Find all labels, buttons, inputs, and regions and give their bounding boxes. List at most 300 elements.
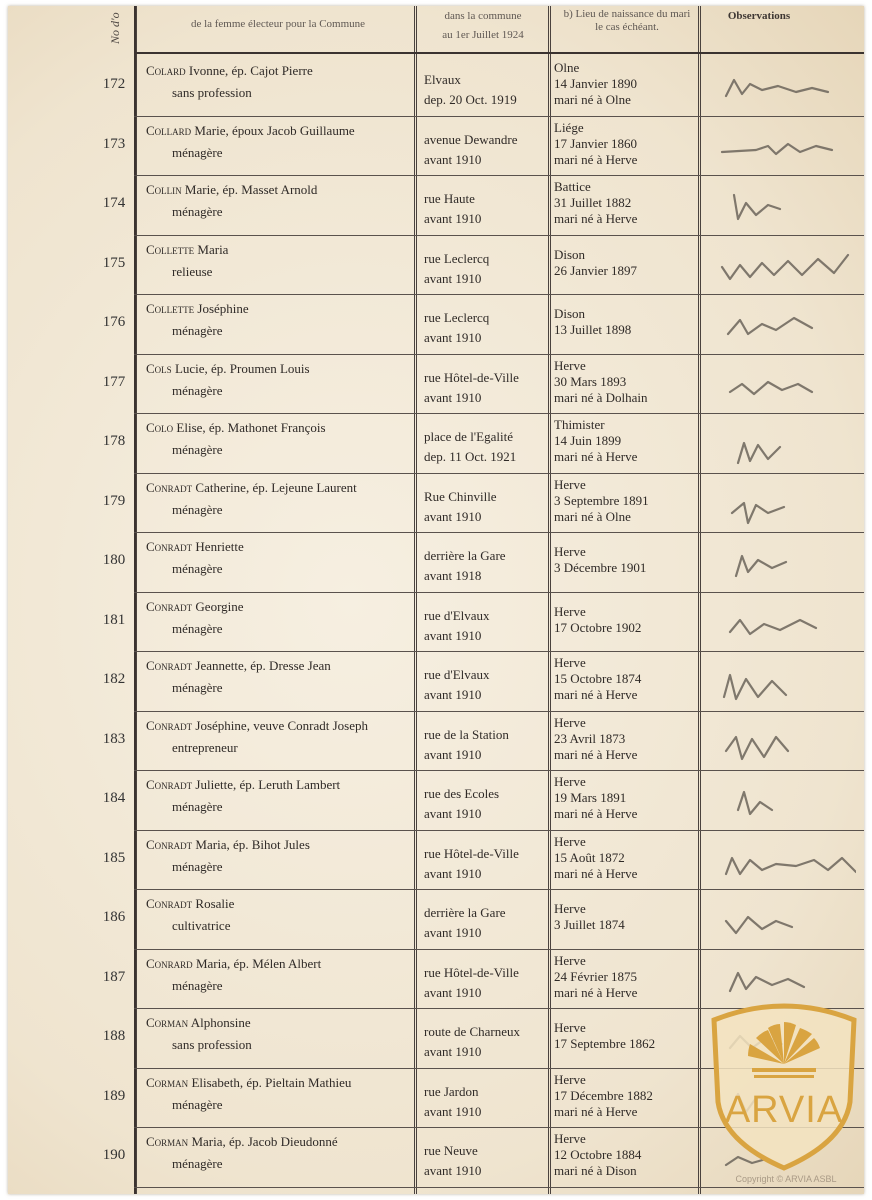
address-street: derrière la Gare	[424, 548, 506, 563]
birth-date: 3 Décembre 1901	[554, 560, 647, 575]
elector-given-names: Henriette	[192, 539, 244, 554]
elector-name	[146, 480, 426, 496]
elector-surname: Conradt	[146, 598, 193, 614]
signature	[716, 66, 856, 110]
elector-surname: Conradt	[146, 539, 193, 554]
row-rule	[134, 413, 864, 414]
elector-occupation: ménagère	[172, 382, 223, 398]
header-address-line1: dans la commune	[444, 10, 522, 22]
table-row	[8, 58, 864, 118]
table-row	[8, 594, 864, 654]
elector-name	[146, 1134, 426, 1150]
birth-date: 30 Mars 1893	[554, 373, 627, 389]
birth-date: 17 Septembre 1862	[554, 1036, 656, 1051]
birth-cell	[554, 1020, 702, 1052]
header-number: No d'o	[108, 12, 122, 44]
elector-occupation: entrepreneur	[172, 739, 238, 755]
birth-date: 23 Avril 1873	[554, 730, 626, 746]
table-row	[8, 713, 864, 773]
elector-surname: Colard	[146, 63, 186, 78]
entry-number: 179	[102, 492, 126, 509]
elector-surname: Conradt	[146, 777, 193, 792]
birth-date: 3 Septembre 1891	[554, 492, 649, 508]
address-cell	[424, 308, 550, 348]
elector-occupation: ménagère	[172, 204, 223, 219]
elector-name-cell	[146, 896, 426, 934]
address-street: rue Hôtel-de-Ville	[424, 964, 519, 980]
table-row	[8, 832, 864, 892]
elector-occupation: ménagère	[172, 858, 223, 874]
birth-date: 15 Août 1872	[554, 849, 625, 865]
entry-number: 187	[102, 968, 126, 985]
elector-given-names: Lucie, ép. Proumen Louis	[171, 360, 310, 376]
elector-given-names: Juliette, ép. Leruth Lambert	[192, 777, 341, 792]
address-street: Rue Chinville	[424, 488, 497, 504]
table-row	[8, 296, 864, 356]
address-cell	[424, 1082, 550, 1122]
signature	[716, 899, 856, 943]
elector-name	[146, 63, 426, 79]
address-since: avant 1910	[424, 984, 482, 1000]
birth-place: Herve	[554, 714, 586, 730]
address-cell	[424, 1141, 550, 1181]
header-observations: Observations	[727, 10, 791, 22]
signature	[716, 602, 856, 646]
elector-name-cell	[146, 1134, 426, 1172]
header-birth-line1: b) Lieu de naissance du mari	[563, 8, 691, 20]
address-street: rue Neuve	[424, 1143, 478, 1158]
signature	[716, 185, 856, 229]
elector-surname: Collette	[146, 241, 195, 257]
elector-surname: Colo	[146, 420, 174, 435]
address-since: avant 1910	[424, 806, 482, 821]
elector-given-names: Maria, ép. Mélen Albert	[192, 955, 322, 971]
signature	[716, 126, 856, 170]
address-cell	[424, 130, 550, 170]
elector-name-cell	[146, 599, 426, 637]
birth-date: 14 Juin 1899	[554, 433, 622, 448]
elector-name	[146, 896, 426, 912]
elector-name-cell	[146, 837, 426, 875]
address-cell	[424, 665, 550, 705]
address-since: avant 1910	[424, 746, 482, 762]
address-street: rue Leclercq	[424, 310, 490, 325]
elector-given-names: Ivonne, ép. Cajot Pierre	[185, 63, 313, 78]
birth-place: Herve	[554, 1020, 586, 1035]
table-row	[8, 356, 864, 416]
elector-occupation: ménagère	[172, 501, 223, 517]
elector-surname: Collette	[146, 301, 195, 316]
elector-name-cell	[146, 539, 426, 577]
row-rule	[134, 175, 864, 176]
row-rule	[134, 473, 864, 474]
entry-number: 178	[102, 433, 126, 449]
address-street: rue d'Elvaux	[424, 607, 490, 623]
elector-name-cell	[146, 242, 426, 280]
address-cell	[424, 963, 550, 1003]
signature	[716, 780, 856, 824]
address-street: rue des Ecoles	[424, 786, 500, 801]
birth-place: Dison	[554, 306, 586, 321]
elector-name-cell	[146, 480, 426, 518]
elector-name-cell	[146, 123, 426, 161]
husband-birthplace: mari né à Dison	[554, 1163, 637, 1178]
header-birth-line2: le cas échéant.	[595, 21, 659, 33]
elector-surname: Corman	[146, 1074, 189, 1090]
table-row	[8, 237, 864, 297]
entry-number: 175	[102, 254, 126, 271]
elector-surname: Corman	[146, 1015, 189, 1030]
elector-name-cell	[146, 658, 426, 696]
address-street: route de Charneux	[424, 1024, 521, 1039]
row-rule	[134, 651, 864, 652]
birth-place: Thimister	[554, 417, 605, 432]
header-address	[418, 10, 548, 42]
elector-given-names: Georgine	[192, 598, 244, 614]
row-rule	[134, 949, 864, 950]
elector-name	[146, 301, 426, 317]
elector-name-cell	[146, 718, 426, 756]
elector-name	[146, 658, 426, 674]
birth-cell	[554, 1131, 702, 1179]
signature	[716, 840, 856, 884]
elector-given-names: Maria, ép. Jacob Dieudonné	[188, 1134, 338, 1149]
elector-occupation: ménagère	[172, 561, 223, 576]
birth-date: 13 Juillet 1898	[554, 322, 632, 337]
husband-birthplace: mari né à Dolhain	[554, 389, 648, 405]
birth-cell	[554, 60, 702, 108]
address-cell	[424, 725, 550, 765]
address-cell	[424, 368, 550, 408]
address-cell	[424, 844, 550, 884]
address-since: avant 1918	[424, 568, 482, 583]
entry-number: 172	[102, 76, 126, 92]
elector-name	[146, 361, 426, 377]
elector-name	[146, 242, 426, 258]
elector-given-names: Elise, ép. Mathonet François	[173, 420, 326, 435]
elector-surname: Conradt	[146, 658, 193, 673]
elector-given-names: Elisabeth, ép. Pieltain Mathieu	[188, 1074, 352, 1090]
address-street: rue d'Elvaux	[424, 667, 490, 682]
signature	[716, 304, 856, 348]
elector-name	[146, 182, 426, 198]
address-since: avant 1910	[424, 211, 482, 226]
entry-number: 190	[102, 1147, 126, 1163]
elector-surname: Corman	[146, 1134, 189, 1149]
elector-occupation: ménagère	[172, 799, 223, 814]
elector-occupation: sans profession	[172, 85, 252, 100]
entry-number: 180	[102, 552, 126, 568]
birth-place: Battice	[554, 179, 591, 194]
address-street: rue de la Station	[424, 726, 509, 742]
birth-place: Herve	[554, 1131, 586, 1146]
entry-number: 184	[102, 790, 126, 806]
birth-place: Herve	[554, 952, 586, 968]
address-street: rue Hôtel-de-Ville	[424, 369, 519, 385]
birth-cell	[554, 901, 702, 933]
address-since: avant 1910	[424, 1163, 482, 1178]
table-row	[8, 475, 864, 535]
header-birth	[552, 8, 702, 34]
elector-name	[146, 539, 426, 555]
birth-cell	[554, 120, 702, 168]
birth-date: 14 Janvier 1890	[554, 76, 638, 91]
elector-occupation: sans profession	[172, 1037, 252, 1052]
elector-given-names: Maria, ép. Bihot Jules	[192, 836, 310, 852]
birth-place: Herve	[554, 774, 586, 789]
husband-birthplace: mari né à Herve	[554, 984, 638, 1000]
birth-date: 12 Octobre 1884	[554, 1147, 642, 1162]
husband-birthplace: mari né à Herve	[554, 806, 638, 821]
birth-cell	[554, 604, 702, 636]
entry-number: 182	[102, 671, 126, 687]
birth-date: 15 Octobre 1874	[554, 671, 642, 686]
elector-name	[146, 718, 426, 734]
elector-given-names: Marie, ép. Masset Arnold	[181, 182, 318, 197]
elector-name-cell	[146, 301, 426, 339]
birth-date: 17 Octobre 1902	[554, 619, 642, 635]
elector-name-cell	[146, 63, 426, 101]
address-since: avant 1910	[424, 1044, 482, 1059]
address-since: avant 1910	[424, 270, 482, 286]
address-cell	[424, 427, 550, 467]
row-rule	[134, 592, 864, 593]
signature	[716, 661, 856, 705]
birth-cell	[554, 306, 702, 338]
header-address-line2: au 1er Juillet 1924	[442, 29, 524, 41]
address-since: avant 1910	[424, 508, 482, 524]
entry-number: 185	[102, 849, 126, 866]
birth-cell	[554, 715, 702, 763]
elector-name	[146, 956, 426, 972]
address-street: avenue Dewandre	[424, 131, 518, 147]
elector-name	[146, 599, 426, 615]
address-street: derrière la Gare	[424, 905, 506, 920]
entry-number: 188	[102, 1028, 126, 1044]
birth-place: Herve	[554, 603, 586, 619]
address-since: avant 1910	[424, 330, 482, 345]
entry-number: 176	[102, 314, 126, 330]
birth-place: Olne	[554, 60, 580, 75]
table-row	[8, 177, 864, 237]
birth-date: 17 Janvier 1860	[554, 135, 638, 151]
table-row	[8, 891, 864, 951]
address-street: place de l'Egalité	[424, 429, 513, 444]
elector-occupation: ménagère	[172, 323, 223, 338]
elector-surname: Conradt	[146, 836, 193, 852]
address-cell	[424, 606, 550, 646]
entry-number: 183	[102, 730, 126, 747]
header-name: de la femme électeur pour la Commune	[190, 18, 366, 30]
birth-cell	[554, 179, 702, 227]
signature	[716, 364, 856, 408]
address-cell	[424, 784, 550, 824]
address-cell	[424, 903, 550, 943]
elector-name-cell	[146, 182, 426, 220]
birth-place: Liége	[554, 119, 584, 135]
row-rule	[134, 354, 864, 355]
address-cell	[424, 1022, 550, 1062]
birth-date: 19 Mars 1891	[554, 790, 627, 805]
elector-name-cell	[146, 956, 426, 994]
address-cell	[424, 70, 550, 110]
row-rule	[134, 532, 864, 533]
address-since: avant 1910	[424, 389, 482, 405]
elector-surname: Conradt	[146, 896, 193, 911]
elector-name	[146, 1075, 426, 1091]
entry-number: 181	[102, 611, 126, 628]
birth-cell	[554, 358, 702, 406]
elector-occupation: ménagère	[172, 1096, 223, 1112]
address-since: avant 1910	[424, 865, 482, 881]
row-rule	[134, 1187, 864, 1188]
row-rule	[134, 294, 864, 295]
birth-place: Herve	[554, 1071, 586, 1087]
signature	[716, 721, 856, 765]
row-rule	[134, 889, 864, 890]
elector-name	[146, 837, 426, 853]
address-street: Elvaux	[424, 72, 461, 87]
address-since: avant 1910	[424, 687, 482, 702]
signature	[716, 483, 856, 527]
elector-given-names: Alphonsine	[188, 1015, 251, 1030]
birth-place: Herve	[554, 655, 586, 670]
birth-place: Herve	[554, 476, 586, 492]
arvia-logo	[704, 992, 864, 1172]
row-rule	[134, 711, 864, 712]
elector-given-names: Catherine, ép. Lejeune Laurent	[192, 479, 357, 495]
elector-surname: Conradt	[146, 717, 193, 733]
birth-date: 26 Janvier 1897	[554, 262, 638, 278]
table-row	[8, 534, 864, 594]
elector-name-cell	[146, 1015, 426, 1053]
birth-place: Dison	[554, 246, 586, 262]
elector-occupation: ménagère	[172, 144, 223, 160]
birth-cell	[554, 774, 702, 822]
address-cell	[424, 487, 550, 527]
address-since: avant 1910	[424, 627, 482, 643]
elector-name	[146, 1015, 426, 1031]
husband-birthplace: mari né à Herve	[554, 1103, 638, 1119]
elector-surname: Collin	[146, 182, 182, 197]
elector-occupation: ménagère	[172, 620, 223, 636]
address-street: rue Hôtel-de-Ville	[424, 845, 519, 861]
row-rule	[134, 235, 864, 236]
birth-cell	[554, 655, 702, 703]
arvia-logo-text: ARVIA	[724, 1089, 844, 1131]
elector-name-cell	[146, 361, 426, 399]
entry-number: 177	[102, 373, 126, 390]
birth-place: Herve	[554, 901, 586, 916]
address-cell	[424, 189, 550, 229]
elector-surname: Collard	[146, 122, 192, 138]
elector-name	[146, 123, 426, 139]
elector-name-cell	[146, 777, 426, 815]
elector-surname: Conradt	[146, 479, 193, 495]
row-rule	[134, 116, 864, 117]
register-page	[8, 6, 864, 1194]
elector-name	[146, 777, 426, 793]
birth-cell	[554, 247, 702, 279]
signature	[716, 423, 856, 467]
elector-given-names: Jeannette, ép. Dresse Jean	[192, 658, 331, 673]
elector-given-names: Joséphine	[194, 301, 249, 316]
birth-cell	[554, 417, 702, 465]
elector-occupation: ménagère	[172, 442, 223, 457]
husband-birthplace: mari né à Herve	[554, 449, 638, 464]
elector-occupation: cultivatrice	[172, 918, 231, 933]
row-rule	[134, 830, 864, 831]
table-row	[8, 772, 864, 832]
elector-occupation: ménagère	[172, 1156, 223, 1171]
address-cell	[424, 249, 550, 289]
birth-cell	[554, 1072, 702, 1120]
birth-cell	[554, 953, 702, 1001]
table-row	[8, 118, 864, 178]
elector-given-names: Rosalie	[192, 896, 235, 911]
elector-occupation: ménagère	[172, 680, 223, 695]
elector-given-names: Maria	[194, 241, 229, 257]
elector-surname: Conrard	[146, 955, 193, 971]
elector-name	[146, 420, 426, 436]
husband-birthplace: mari né à Herve	[554, 211, 638, 226]
husband-birthplace: mari né à Olne	[554, 508, 631, 524]
birth-date: 24 Février 1875	[554, 968, 638, 984]
address-street: rue Haute	[424, 191, 475, 206]
address-since: dep. 11 Oct. 1921	[424, 449, 517, 464]
address-since: avant 1910	[424, 925, 482, 940]
birth-cell	[554, 477, 702, 525]
elector-given-names: Marie, époux Jacob Guillaume	[191, 122, 355, 138]
elector-name-cell	[146, 420, 426, 458]
signature	[716, 542, 856, 586]
signature	[716, 245, 856, 289]
copyright-notice: Copyright © ARVIA ASBL	[735, 1174, 837, 1184]
birth-date: 17 Décembre 1882	[554, 1087, 653, 1103]
husband-birthplace: mari né à Herve	[554, 151, 638, 167]
address-since: dep. 20 Oct. 1919	[424, 92, 517, 107]
elector-surname: Cols	[146, 360, 172, 376]
birth-date: 3 Juillet 1874	[554, 917, 625, 932]
birth-cell	[554, 834, 702, 882]
husband-birthplace: mari né à Herve	[554, 687, 638, 702]
birth-place: Herve	[554, 544, 586, 559]
elector-given-names: Joséphine, veuve Conradt Joseph	[192, 717, 369, 733]
birth-place: Herve	[554, 357, 586, 373]
entry-number: 189	[102, 1087, 126, 1104]
header-rule	[134, 52, 864, 54]
address-cell	[424, 546, 550, 586]
elector-name-cell	[146, 1075, 426, 1113]
birth-place: Herve	[554, 833, 586, 849]
elector-occupation: ménagère	[172, 977, 223, 993]
birth-cell	[554, 544, 702, 576]
husband-birthplace: mari né à Herve	[554, 865, 638, 881]
husband-birthplace: mari né à Olne	[554, 92, 631, 107]
husband-birthplace: mari né à Herve	[554, 746, 638, 762]
address-street: rue Jardon	[424, 1083, 479, 1099]
birth-date: 31 Juillet 1882	[554, 195, 632, 210]
address-since: avant 1910	[424, 1103, 482, 1119]
row-rule	[134, 770, 864, 771]
elector-occupation: relieuse	[172, 263, 213, 279]
table-row	[8, 653, 864, 713]
entry-number: 173	[102, 135, 126, 152]
entry-number: 174	[102, 195, 126, 211]
address-since: avant 1910	[424, 151, 482, 167]
address-street: rue Leclercq	[424, 250, 490, 266]
table-row	[8, 415, 864, 475]
